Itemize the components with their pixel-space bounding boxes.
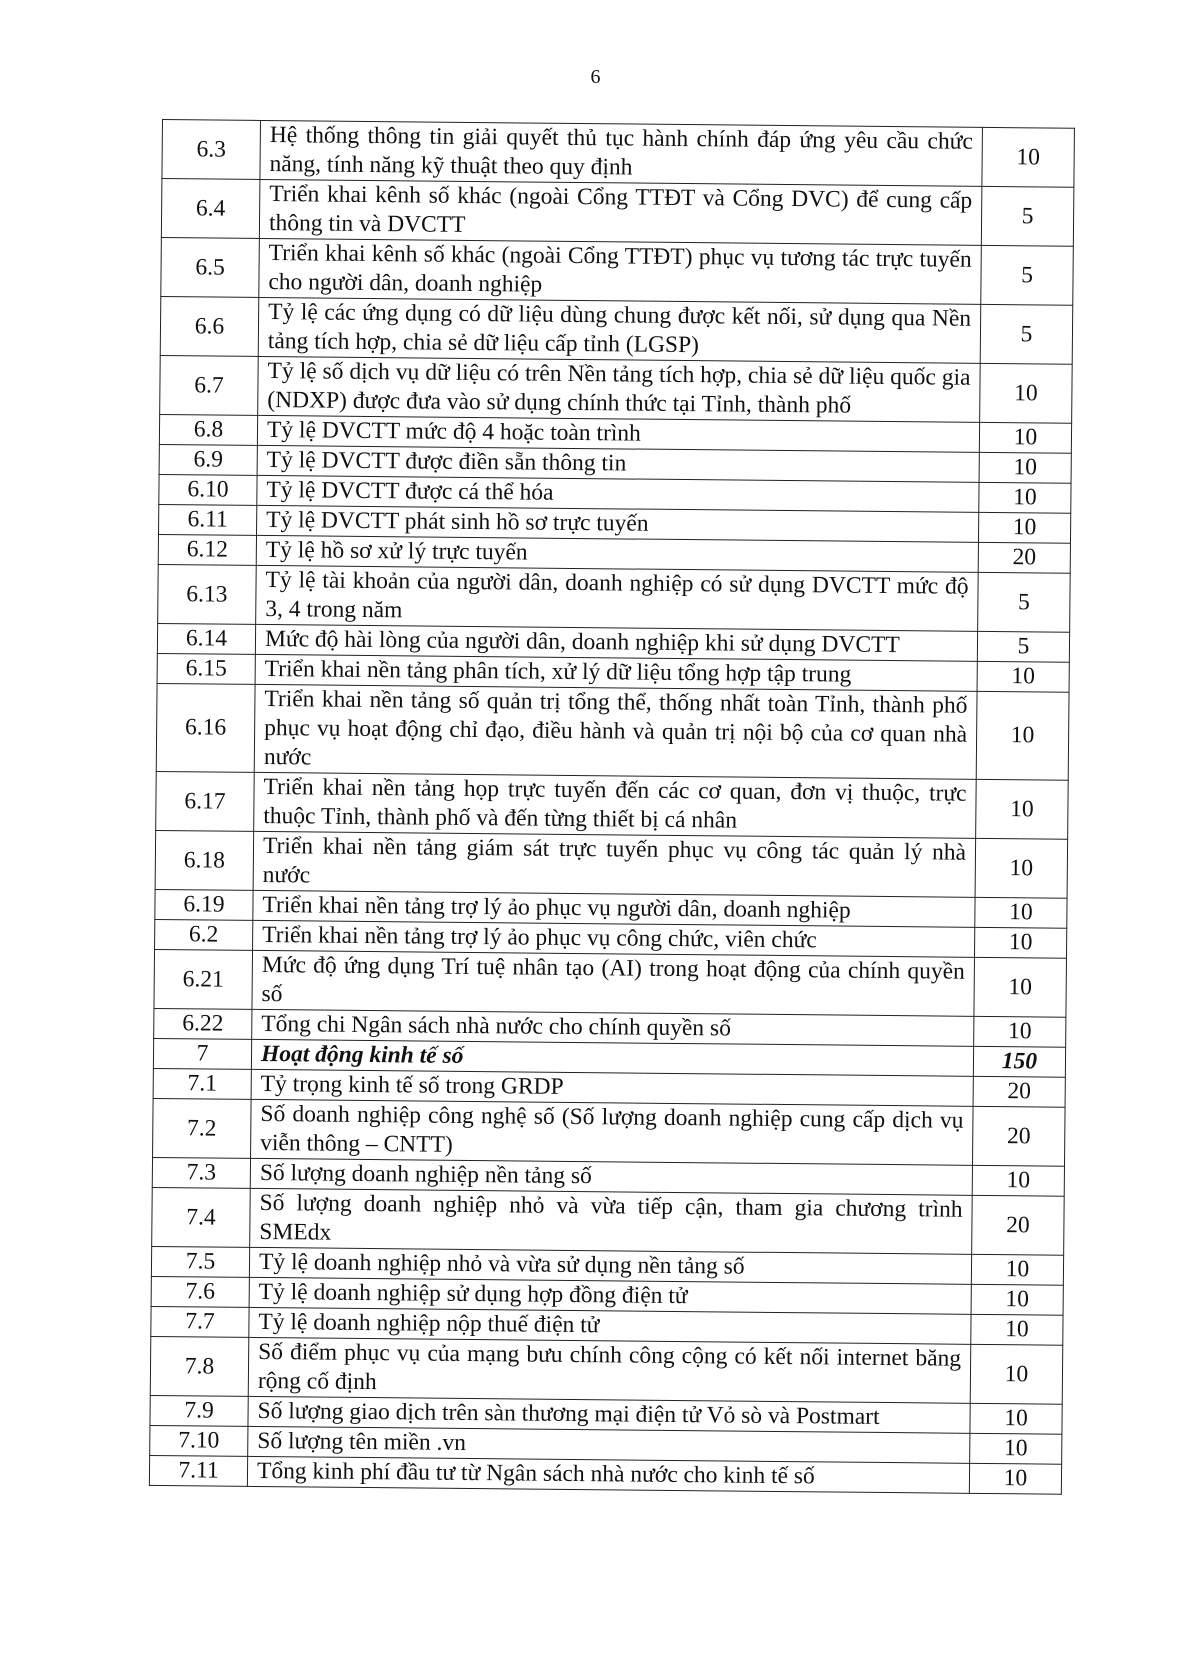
row-code: 7.4	[152, 1187, 251, 1247]
row-code: 7.3	[152, 1157, 250, 1188]
row-points: 10	[970, 1403, 1062, 1434]
table-row	[156, 771, 1069, 839]
row-code: 7.7	[151, 1306, 249, 1337]
row-code: 6.19	[155, 889, 253, 920]
row-code: 7	[153, 1038, 251, 1069]
row-points: 20	[972, 1195, 1065, 1255]
row-description: Tỷ lệ doanh nghiệp nộp thuế điện tử	[249, 1307, 971, 1344]
row-points: 10	[972, 1165, 1064, 1196]
row-description: Mức độ ứng dụng Trí tuệ nhân tạo (AI) trong hoạt động của chính quyền số	[252, 950, 975, 1016]
row-points: 10	[971, 1314, 1063, 1345]
row-points: 10	[974, 927, 1066, 958]
row-description: Tổng kinh phí đầu tư từ Ngân sách nhà nước cho kinh tế số	[247, 1456, 969, 1493]
row-description: Tỷ trọng kinh tế số trong GRDP	[251, 1069, 973, 1106]
row-points: 10	[969, 1463, 1061, 1494]
row-description: Tỷ lệ doanh nghiệp nhỏ và vừa sử dụng nền tảng số	[249, 1247, 971, 1284]
row-description: Tỷ lệ các ứng dụng có dữ liệu dùng chung được kết nối, sử dụng qua Nền tảng tích hợp, chia sẻ dữ liệu cấp tỉnh (LGSP)	[258, 297, 981, 363]
table-row	[154, 949, 1067, 1017]
row-code: 7.6	[151, 1276, 249, 1307]
row-description: Tỷ lệ hồ sơ xử lý trực tuyến	[256, 535, 978, 572]
row-points: 20	[978, 542, 1070, 573]
row-code: 6.13	[158, 564, 257, 624]
row-description: Hệ thống thông tin giải quyết thủ tục hành chính đáp ứng yêu cầu chức năng, tính năng kỹ thuật theo quy định	[260, 120, 983, 186]
row-code: 6.18	[155, 830, 254, 890]
row-code: 6.22	[154, 1008, 252, 1039]
row-code: 6.17	[156, 771, 255, 831]
row-description: Số lượng tên miền .vn	[248, 1426, 970, 1463]
row-code: 7.9	[150, 1395, 248, 1426]
table-row	[153, 1098, 1066, 1166]
row-code: 6.7	[160, 355, 259, 415]
row-description: Tỷ lệ DVCTT được điền sẵn thông tin	[257, 445, 979, 482]
row-points: 20	[973, 1076, 1065, 1107]
row-code: 6.2	[155, 919, 253, 950]
row-points: 10	[979, 482, 1071, 513]
row-points: 5	[978, 572, 1071, 632]
row-points: 10	[979, 422, 1071, 453]
row-code: 6.3	[162, 120, 261, 180]
row-description: Triển khai nền tảng trợ lý ảo phục vụ công chức, viên chức	[253, 920, 975, 957]
row-points: 10	[974, 1016, 1066, 1047]
row-code: 7.2	[153, 1098, 252, 1158]
table-row	[161, 237, 1074, 305]
row-description: Triển khai nền tảng số quản trị tổng thể, thống nhất toàn Tỉnh, thành phố phục vụ hoạt động chỉ đạo, điều hành và quản trị nội bộ của cơ quan nhà nước	[254, 684, 977, 779]
row-code: 6.16	[156, 683, 255, 772]
row-code: 6.12	[158, 534, 256, 565]
row-code: 7.5	[151, 1246, 249, 1277]
row-points: 10	[979, 452, 1071, 483]
row-code: 6.4	[161, 179, 260, 239]
row-description: Tỷ lệ DVCTT phát sinh hồ sơ trực tuyến	[257, 505, 979, 542]
row-points: 10	[971, 1254, 1063, 1285]
row-description: Triển khai kênh số khác (ngoài Cổng TTĐT và Cổng DVC) để cung cấp thông tin và DVCTT	[259, 179, 982, 245]
table-row	[160, 355, 1073, 423]
row-code: 7.11	[149, 1455, 247, 1486]
criteria-table-body	[149, 120, 1074, 1495]
row-description: Tỷ lệ số dịch vụ dữ liệu có trên Nền tảng tích hợp, chia sẻ dữ liệu quốc gia (NDXP) được đưa vào sử dụng chính thức tại Tỉnh, thành phố	[258, 356, 981, 422]
row-description: Số lượng giao dịch trên sàn thương mại điện tử Vỏ sò và Postmart	[248, 1396, 970, 1433]
row-description: Triển khai nền tảng phân tích, xử lý dữ liệu tổng hợp tập trung	[255, 654, 977, 691]
row-code: 7.10	[150, 1425, 248, 1456]
row-points: 10	[970, 1433, 1062, 1464]
row-points: 10	[977, 661, 1069, 692]
row-points: 10	[975, 838, 1068, 898]
row-points: 5	[980, 304, 1073, 364]
table-row	[150, 1336, 1063, 1404]
row-description: Số điểm phục vụ của mạng bưu chính công cộng có kết nối internet băng rộng cố định	[248, 1337, 971, 1403]
row-code: 6.10	[159, 474, 257, 505]
row-points: 10	[976, 779, 1069, 839]
row-points: 10	[971, 1284, 1063, 1315]
row-code: 7.8	[150, 1336, 249, 1396]
row-code: 6.15	[157, 653, 255, 684]
table-row	[152, 1187, 1065, 1255]
row-code: 6.6	[160, 296, 259, 356]
row-points: 10	[982, 127, 1075, 187]
row-code: 6.14	[157, 623, 255, 654]
row-description: Số lượng doanh nghiệp nền tảng số	[250, 1158, 972, 1195]
row-description: Tỷ lệ tài khoản của người dân, doanh nghiệp có sử dụng DVCTT mức độ 3, 4 trong năm	[256, 565, 979, 631]
row-points: 10	[976, 691, 1069, 780]
row-code: 6.8	[159, 414, 257, 445]
row-description: Tỷ lệ DVCTT mức độ 4 hoặc toàn trình	[257, 415, 979, 452]
page-number: 6	[590, 66, 601, 88]
row-description: Triển khai nền tảng giám sát trực tuyến phục vụ công tác quản lý nhà nước	[253, 831, 976, 897]
table-row	[156, 683, 1069, 780]
row-description: Triển khai kênh số khác (ngoài Cổng TTĐT) phục vụ tương tác trực tuyến cho người dân, doanh nghiệp	[259, 238, 982, 304]
row-points: 10	[975, 897, 1067, 928]
row-points: 5	[981, 186, 1074, 246]
row-points: 5	[977, 631, 1069, 662]
row-points: 10	[970, 1344, 1063, 1404]
row-code: 6.11	[159, 504, 257, 535]
row-description: Triển khai nền tảng trợ lý ảo phục vụ người dân, doanh nghiệp	[253, 890, 975, 927]
table-row	[160, 296, 1073, 364]
row-points: 10	[978, 512, 1070, 543]
row-description: Hoạt động kinh tế số	[251, 1039, 973, 1076]
table-row	[162, 120, 1075, 188]
row-description: Triển khai nền tảng họp trực tuyến đến các cơ quan, đơn vị thuộc, trực thuộc Tỉnh, thành phố và đến từng thiết bị cá nhân	[254, 772, 977, 838]
row-code: 7.1	[153, 1068, 251, 1099]
row-code: 6.21	[154, 949, 253, 1009]
row-points: 20	[972, 1106, 1065, 1166]
row-points: 10	[974, 957, 1067, 1017]
row-code: 6.9	[159, 444, 257, 475]
row-points: 10	[980, 363, 1073, 423]
criteria-table	[149, 119, 1075, 1495]
row-description: Số doanh nghiệp công nghệ số (Số lượng doanh nghiệp cung cấp dịch vụ viễn thông – CNTT)	[251, 1099, 974, 1165]
table-row	[155, 830, 1068, 898]
row-description: Số lượng doanh nghiệp nhỏ và vừa tiếp cận, tham gia chương trình SMEdx	[250, 1188, 973, 1254]
row-code: 6.5	[161, 237, 260, 297]
row-description: Tỷ lệ doanh nghiệp sử dụng hợp đồng điện tử	[249, 1277, 971, 1314]
row-points: 150	[973, 1046, 1065, 1077]
table-row	[158, 564, 1071, 632]
row-description: Tỷ lệ DVCTT được cá thể hóa	[257, 475, 979, 512]
row-description: Tổng chi Ngân sách nhà nước cho chính quyền số	[252, 1009, 974, 1046]
row-description: Mức độ hài lòng của người dân, doanh nghiệp khi sử dụng DVCTT	[255, 624, 977, 661]
row-points: 5	[981, 245, 1074, 305]
table-row	[161, 179, 1074, 247]
